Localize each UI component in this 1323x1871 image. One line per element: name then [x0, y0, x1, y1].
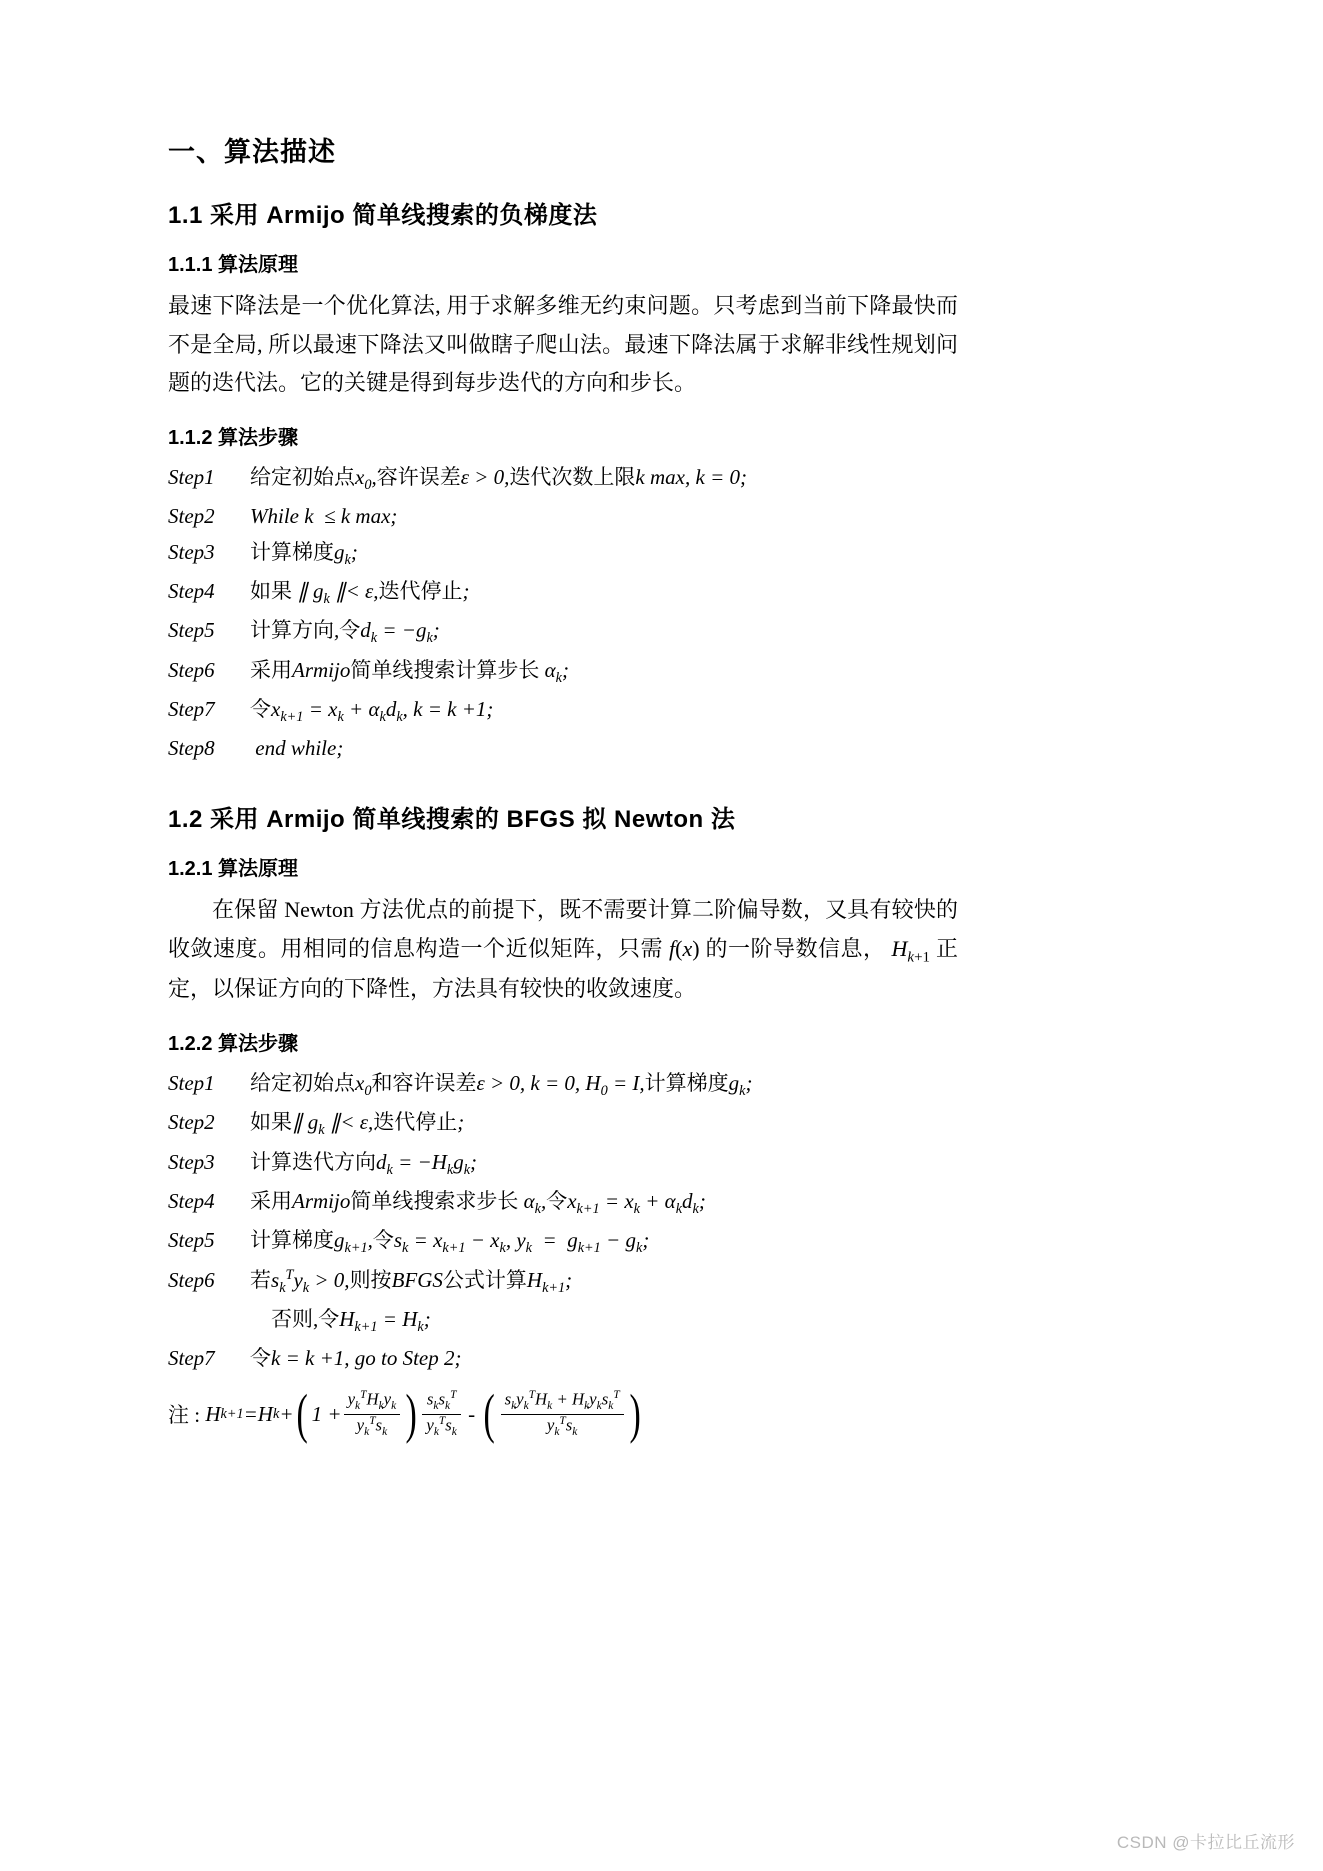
step-item — [168, 692, 958, 729]
step-label: Step6 — [168, 657, 215, 682]
step-label: Step1 — [168, 1070, 215, 1095]
step-text: end while; — [255, 736, 344, 761]
step-label: Step1 — [168, 464, 215, 489]
step-item — [168, 1105, 958, 1142]
step-continuation: 否则,令$H_{k+1} = H_k$; — [271, 1306, 431, 1336]
step-text: 计算梯度$g_{k+1}$,令$s_k = x_{k+1} - x_k$, $y_k = g_{k+1} - g_k$; — [250, 1228, 650, 1257]
step-text: 若$s_k^Ty_k > 0$,则按BFGS公式计算$H_{k+1}$; — [250, 1266, 573, 1296]
step-label: Step5 — [168, 618, 215, 643]
step-item — [168, 1263, 958, 1300]
step-label: Step3 — [168, 1149, 215, 1174]
heading-1-2-2: 1.2.2 算法步骤 — [168, 1032, 299, 1055]
heading-1-1-1: 1.1.1 算法原理 — [168, 254, 299, 276]
step-text: 计算迭代方向$d_k = -H_kg_k$; — [250, 1149, 478, 1178]
step-label: Step8 — [168, 736, 215, 761]
step-item — [168, 731, 958, 765]
step-label: Step6 — [168, 1267, 215, 1292]
step-item — [168, 1184, 958, 1221]
step-item — [168, 1341, 958, 1375]
step-text: While k ≤ k max; — [250, 503, 398, 528]
step-text: 给定初始点$x_0$和容许误差ε > 0, k = 0, $H_0 = I$,计算梯度$g_k$; — [250, 1070, 753, 1100]
step-text: 如果 ∥ $g_k$ ∥< ε,迭代停止; — [250, 579, 470, 608]
step-text: 令k = k +1, go to Step 2; — [250, 1346, 462, 1371]
section-heading-1: 一、算法描述 — [168, 137, 336, 167]
step-item — [168, 460, 958, 497]
step-item — [168, 1223, 958, 1260]
note-formula: 注 : H k+1 = H k + ( 1 + $\frac{y_k^TH_ky_k}{y_k^Ts_k}$ ) $\frac{s_ks_k^T}{y_k^Ts_k}$ - ( $\frac{s_ky_k^TH_k + H_ky_ks_k^T}{y_k^Ts_k}$ ) — [168, 1383, 641, 1445]
step-text: 采用Armijo简单线搜索计算步长 $\alpha_k$; — [250, 657, 569, 686]
heading-1-2: 1.2 采用 Armijo 简单线搜索的 BFGS 拟 Newton 法 — [168, 806, 736, 834]
step-label: Step7 — [168, 1346, 215, 1371]
paragraph-1-1-1: 最速下降法是一个优化算法, 用于求解多维无约束问题。只考虑到当前下降最快而不是全局, 所以最速下降法又叫做瞎子爬山法。最速下降法属于求解非线性规划问题的迭代法。它的关键是得到每步迭代的方向和步长。 — [168, 293, 958, 395]
step-label: Step2 — [168, 1110, 215, 1135]
step-text: 令$x_{k+1} = x_k + \alpha_kd_k$, k = k +1; — [250, 697, 494, 726]
step-label: Step4 — [168, 579, 215, 604]
steps-list-1-1-2 — [168, 460, 958, 766]
watermark-text: CSDN @卡拉比丘流形 — [1116, 1833, 1295, 1852]
step-text: 采用Armijo简单线搜索求步长 $\alpha_k$,令$x_{k+1} = x_k + \alpha_kd_k$; — [250, 1188, 706, 1218]
steps-list-1-2-2 — [168, 1066, 958, 1375]
step-item — [168, 613, 958, 650]
document-content — [168, 130, 958, 1445]
step-label: Step5 — [168, 1228, 215, 1253]
step-label: Step7 — [168, 697, 215, 722]
heading-1-1-2: 1.1.2 算法步骤 — [168, 426, 299, 449]
step-item — [168, 535, 958, 572]
step-text: 给定初始点$x_0$,容许误差ε > 0,迭代次数上限k max, k = 0; — [250, 464, 747, 493]
heading-1-2-1: 1.2.1 算法原理 — [168, 858, 299, 881]
step-item — [168, 1066, 958, 1103]
heading-1-1: 1.1 采用 Armijo 简单线搜索的负梯度法 — [168, 202, 598, 229]
step-label: Step2 — [168, 503, 215, 528]
step-text: 计算方向,令$d_k = -g_k$; — [250, 618, 440, 647]
step-item — [168, 1145, 958, 1182]
step-item — [168, 499, 958, 533]
step-item — [168, 653, 958, 690]
step-label: Step4 — [168, 1188, 215, 1213]
step-label: Step3 — [168, 539, 215, 564]
step-text: 计算梯度$g_k$; — [250, 539, 358, 569]
step-text: 如果∥ $g_k$ ∥< ε,迭代停止; — [250, 1110, 465, 1139]
paragraph-1-2-1: 在保留 Newton 方法优点的前提下，既不需要计算二阶偏导数，又具有较快的收敛速度。用相同的信息构造一个近似矩阵，只需 f(x) 的一阶导数信息， $H_{k+1}$ 正定，以保证方向的下降性，方法具有较快的收敛速度。 — [168, 897, 958, 1002]
step-item — [168, 574, 958, 611]
